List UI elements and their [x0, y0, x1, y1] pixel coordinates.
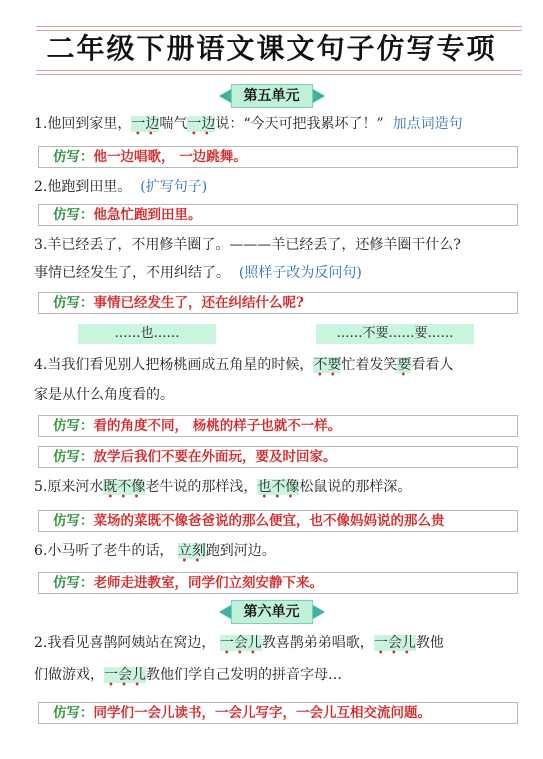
question-3-line-2: [34, 262, 362, 284]
u6q2-text-mid-2: 教他: [415, 635, 444, 651]
u6q2-text-mid: 教喜鹊弟弟唱歌，: [261, 635, 374, 651]
q4-answer-1: 看的角度不同， 杨桃的样子也就不一样。: [93, 418, 342, 434]
answer-label: 仿写：: [53, 705, 94, 721]
q5-text-pre: 5.原来河水: [34, 479, 104, 495]
title-rule-bottom-2: [36, 74, 522, 75]
question-1: [34, 113, 463, 140]
q1-text-mid: 喘气: [159, 116, 188, 132]
answer-label: 仿写：: [53, 207, 94, 223]
banner-left-arrow-icon: [213, 601, 231, 623]
q4-answer-box-1: [38, 415, 518, 437]
q2-answer: 他急忙跑到田里。: [93, 207, 202, 223]
pattern-1: ……也……: [78, 324, 216, 344]
q5-answer-box: [38, 510, 518, 532]
u6q2-answer-box: [38, 702, 518, 724]
u6q2-text-line2-post: 教他们学自己发明的拼音字母…: [146, 667, 342, 683]
pattern-2: ……不要……要……: [316, 324, 474, 344]
q1-instruction: 加点词造句: [392, 116, 463, 132]
title-rule-top: [36, 26, 522, 27]
q5-text-mid: 老牛说的那样浅，: [145, 479, 258, 495]
q3-text: 事情已经发生了，不用纠结了。: [34, 265, 230, 281]
q2-instruction: (扩写句子): [140, 179, 208, 195]
q1-text-post: 说：“今天可把我累坏了！”: [215, 116, 384, 132]
answer-label: 仿写：: [53, 295, 94, 311]
answer-label: 仿写：: [53, 149, 94, 165]
q1-answer-box: [38, 146, 518, 168]
q5-text-post: 松鼠说的那样深。: [299, 479, 412, 495]
u6q2-keyword-3: 一会儿 • • •: [104, 667, 146, 691]
banner-right-arrow-icon: [313, 601, 331, 623]
q5-answer: 菜场的菜既不像爸爸说的那么便宜，也不像妈妈说的那么贵: [93, 513, 445, 529]
question-3-line-1: 3.羊已经丢了，不用修羊圈了。———羊已经丢了，还修羊圈干什么?: [34, 237, 461, 253]
unit6-question-2-line-1: [34, 632, 444, 659]
page-title: 二年级下册语文课文句子仿写专项: [46, 32, 497, 65]
q4-keyword-1: 不要 • •: [313, 357, 342, 381]
q6-answer: 老师走进教室，同学们立刻安静下来。: [93, 575, 323, 591]
q4-answer-box-2: [38, 446, 518, 468]
answer-label: 仿写：: [53, 513, 94, 529]
q1-answer: 他一边唱歌， 一边跳舞。: [93, 149, 247, 165]
u6q2-text-pre: 2.我看见喜鹊阿姨站在窝边，: [34, 635, 216, 651]
question-2: [34, 176, 207, 198]
q6-keyword: 立刻 • •: [177, 543, 206, 567]
banner-left-arrow-icon: [213, 85, 231, 107]
unit6-banner: [0, 600, 543, 624]
answer-label: 仿写：: [53, 575, 94, 591]
q3-answer-box: [38, 292, 518, 314]
q2-answer-box: [38, 204, 518, 226]
question-6: [34, 540, 276, 567]
title-block: [0, 0, 543, 78]
unit6-question-2-line-2: [34, 664, 342, 691]
q5-keyword-1: 既不像 • • •: [103, 479, 146, 503]
q1-keyword-1: 一边 • •: [131, 116, 160, 140]
question-5: [34, 476, 412, 503]
q4-keyword-2: 要 •: [397, 357, 412, 381]
u6q2-text-line2-pre: 们做游戏，: [34, 667, 104, 683]
q4-answer-2: 放学后我们不要在外面玩，要及时回家。: [93, 449, 337, 465]
question-4-line-2: 家是从什么角度看的。: [34, 387, 174, 403]
question-4-line-1: [34, 354, 454, 381]
q4-text-pre: 4.当我们看见别人把杨桃画成五角星的时候，: [34, 357, 314, 373]
q4-text-mid: 忙着发笑: [341, 357, 398, 373]
unit5-banner: [0, 84, 543, 108]
q6-answer-box: [38, 572, 518, 594]
u6q2-answer: 同学们一会儿读书，一会儿写字，一会儿互相交流问题。: [93, 705, 431, 721]
q6-text-pre: 6.小马听了老牛的话，: [34, 543, 174, 559]
u6q2-keyword-2: 一会儿 • • •: [373, 635, 416, 659]
q5-keyword-2: 也不像 • • •: [257, 479, 300, 503]
answer-label: 仿写：: [53, 449, 94, 465]
q3-answer: 事情已经发生了，还在纠结什么呢?: [93, 295, 304, 311]
answer-label: 仿写：: [53, 418, 94, 434]
unit5-label: 第五单元: [231, 84, 313, 108]
unit6-label: 第六单元: [231, 600, 313, 624]
q6-text-post: 跑到河边。: [205, 543, 276, 559]
q1-text-pre: 1.他回到家里，: [34, 116, 132, 132]
q1-keyword-2: 一边 • •: [187, 116, 216, 140]
q3-instruction: (照样子改为反问句): [238, 265, 362, 281]
u6q2-keyword-1: 一会儿 • • •: [219, 635, 262, 659]
title-rule-bottom: [36, 70, 522, 71]
q2-text: 2.他跑到田里。: [34, 179, 132, 195]
q4-text-post: 看看人: [411, 357, 454, 373]
banner-right-arrow-icon: [313, 85, 331, 107]
